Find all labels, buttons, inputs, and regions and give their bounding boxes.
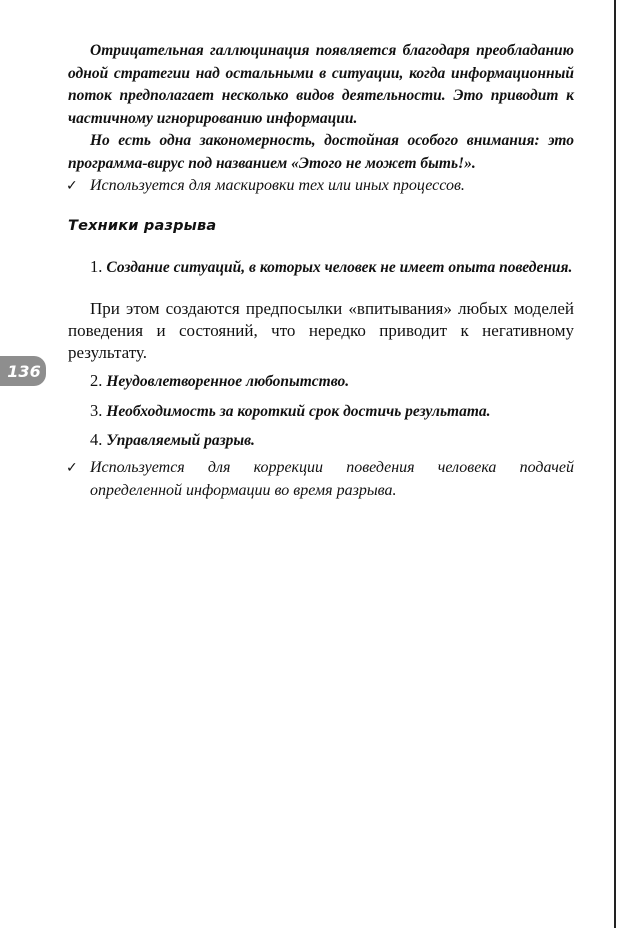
item-number: 2. (90, 371, 103, 390)
check-item-text: Используется для маскировки тех или иных процессов. (90, 177, 465, 194)
numbered-item-4 (68, 429, 574, 453)
item-text: Необходимость за короткий срок достичь результата. (106, 403, 491, 420)
numbered-item-2 (68, 370, 574, 394)
checkmark-icon: ✓ (66, 178, 78, 194)
page-edge-line (614, 0, 616, 928)
item-text: Создание ситуаций, в которых человек не имеет опыта поведения. (106, 259, 573, 276)
check-item-1 (66, 175, 574, 198)
numbered-item-3 (68, 400, 574, 424)
item-text: Управляемый разрыв. (106, 432, 255, 449)
section-heading: Техники разрыва (68, 218, 217, 234)
intro-paragraph-1: Отрицательная галлюцинация появляется благодаря преобладанию одной стратегии над остальными в ситуации, когда информационный поток предполагает несколько видов деятельности. Это приводит к частичному игнорированию информации. (68, 42, 574, 127)
check-item-text: Используется для коррекции поведения человека подачей определенной информации во время разрыва. (90, 459, 574, 499)
item-number: 4. (90, 430, 103, 449)
page-number-tab (0, 356, 46, 386)
numbered-item-1 (68, 256, 574, 280)
item-number: 1. (90, 257, 103, 276)
checkmark-icon: ✓ (66, 460, 78, 476)
item-text: Неудовлетворенное любопытство. (106, 373, 350, 390)
check-item-2 (66, 457, 574, 502)
page-number: 136 (7, 361, 41, 381)
item-number: 3. (90, 401, 103, 420)
body-paragraph: При этом создаются предпосылки «впитывания» любых моделей поведения и состояний, что нередко приводит к негативному результату. (68, 299, 574, 362)
intro-paragraph-2: Но есть одна закономерность, достойная особого внимания: это программа-вирус под названием «Этого не может быть!». (68, 132, 574, 172)
